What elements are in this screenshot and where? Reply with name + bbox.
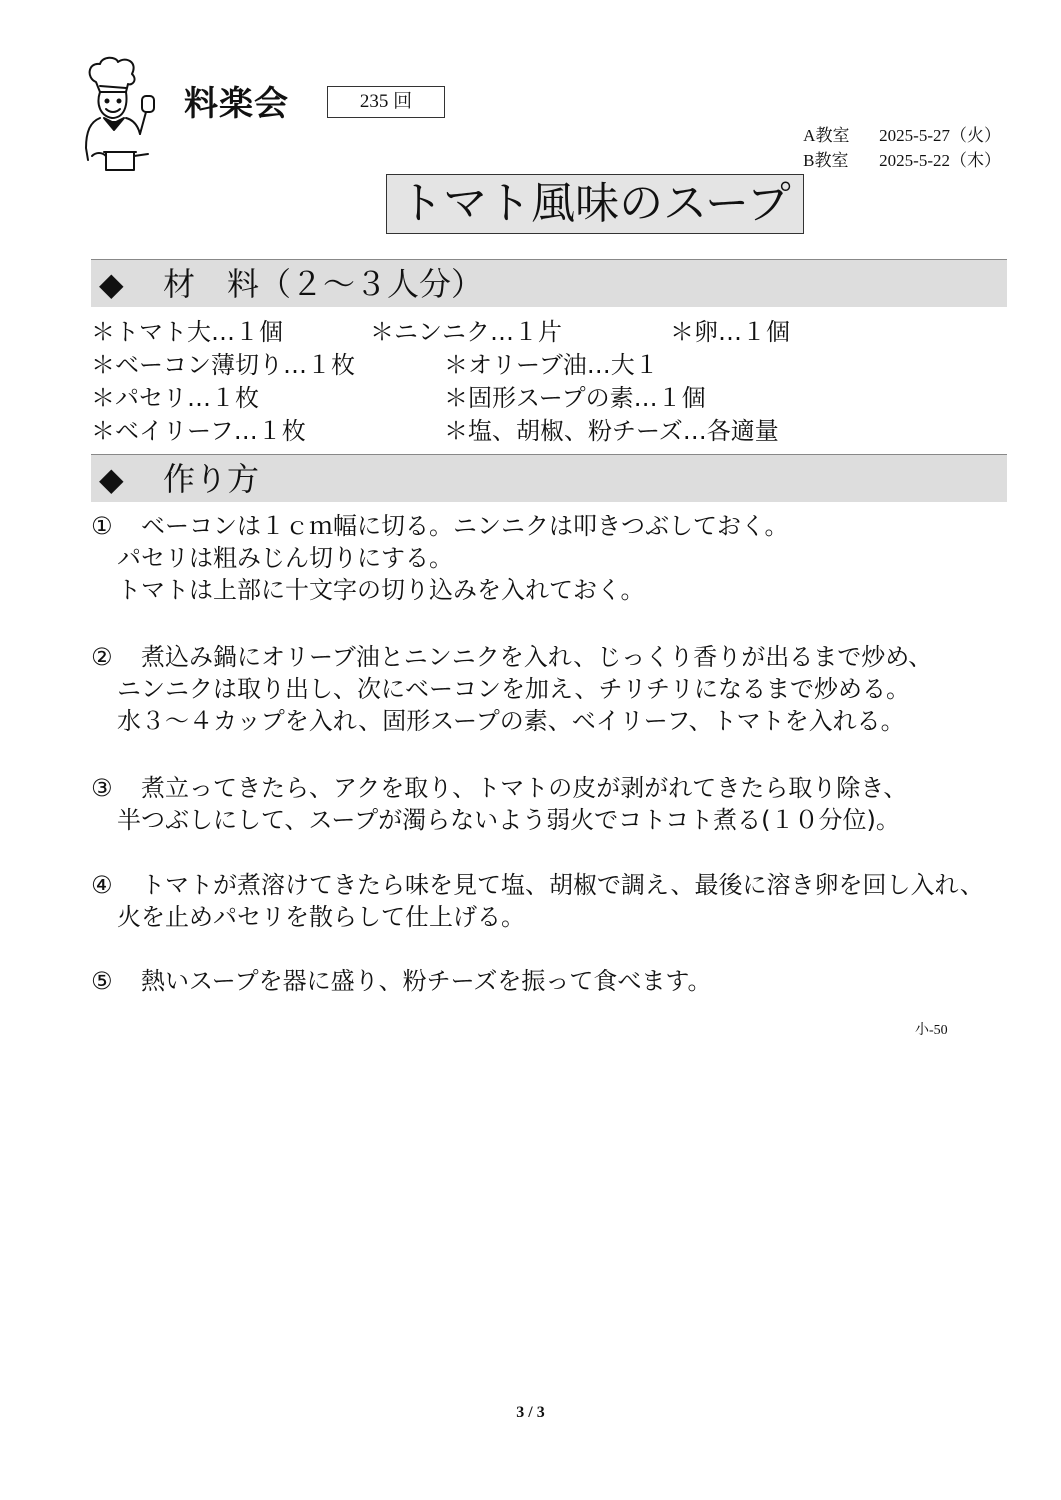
ingredient-item: ＊ベーコン薄切り…１枚 xyxy=(91,351,355,379)
method-heading-bar xyxy=(91,454,1007,502)
session-number-box: 235 回 xyxy=(327,86,445,118)
ingredients-heading: 材 料（２～３人分） xyxy=(163,265,484,303)
step-line: パセリは粗みじん切りにする。 xyxy=(117,544,453,572)
ingredients-heading-bar xyxy=(91,259,1007,307)
step-line: ベーコンは１ｃｍ幅に切る。ニンニクは叩きつぶしておく。 xyxy=(141,512,789,540)
schedule-room: A教室 xyxy=(803,126,850,145)
ingredient-item: ＊オリーブ油…大１ xyxy=(444,351,659,379)
method-step xyxy=(91,641,932,737)
ingredient-item: ＊トマト大…１個 xyxy=(91,318,283,346)
step-number: ⑤ xyxy=(91,967,113,995)
step-line: 半つぶしにして、スープが濁らないよう弱火でコトコト煮る(１０分位)。 xyxy=(117,806,900,834)
step-line: トマトが煮溶けてきたら味を見て塩、胡椒で調え、最後に溶き卵を回し入れ、 xyxy=(141,871,984,899)
step-line: ニンニクは取り出し、次にベーコンを加え、チリチリになるまで炒める。 xyxy=(117,675,910,703)
diamond-bullet-icon: ◆ xyxy=(99,265,124,303)
step-number: ① xyxy=(91,512,113,540)
schedule-date: 2025-5-22（木） xyxy=(879,151,1001,170)
step-line: 煮立ってきたら、アクを取り、トマトの皮が剥がれてきたら取り除き、 xyxy=(141,774,908,802)
step-line: 煮込み鍋にオリーブ油とニンニクを入れ、じっくり香りが出るまで炒め、 xyxy=(141,643,933,671)
method-step xyxy=(91,772,907,836)
ingredient-item: ＊塩、胡椒、粉チーズ…各適量 xyxy=(444,417,779,445)
step-line: 熱いスープを器に盛り、粉チーズを振って食べます。 xyxy=(141,967,712,995)
step-line: 水３～４カップを入れ、固形スープの素、ベイリーフ、トマトを入れる。 xyxy=(117,707,905,735)
step-line: 火を止めパセリを散らして仕上げる。 xyxy=(117,903,525,931)
ingredient-item: ＊ニンニク…１片 xyxy=(370,318,562,346)
step-number: ③ xyxy=(91,774,113,802)
class-schedule xyxy=(803,123,1001,173)
step-number: ④ xyxy=(91,871,113,899)
method-heading: 作り方 xyxy=(163,460,260,498)
diamond-bullet-icon: ◆ xyxy=(99,460,124,498)
page-number: 3 / 3 xyxy=(516,1404,545,1421)
method-step xyxy=(91,965,711,997)
club-name: 料楽会 xyxy=(184,84,289,124)
ingredient-item: ＊固形スープの素…１個 xyxy=(444,384,706,412)
schedule-row-a xyxy=(803,123,1001,148)
ingredient-item: ＊パセリ…１枚 xyxy=(91,384,259,412)
ingredient-item: ＊ベイリーフ…１枚 xyxy=(91,417,306,445)
recipe-title: トマト風味のスープ xyxy=(386,174,804,234)
schedule-row-b xyxy=(803,148,1001,173)
schedule-date: 2025-5-27（火） xyxy=(879,126,1001,145)
schedule-room: B教室 xyxy=(803,151,849,170)
ingredient-item: ＊卵…１個 xyxy=(670,318,790,346)
chef-illustration xyxy=(82,56,156,174)
document-code: 小-50 xyxy=(915,1023,948,1038)
method-step xyxy=(91,510,789,606)
step-number: ② xyxy=(91,643,113,671)
step-line: トマトは上部に十文字の切り込みを入れておく。 xyxy=(117,576,645,604)
method-step xyxy=(91,869,984,933)
